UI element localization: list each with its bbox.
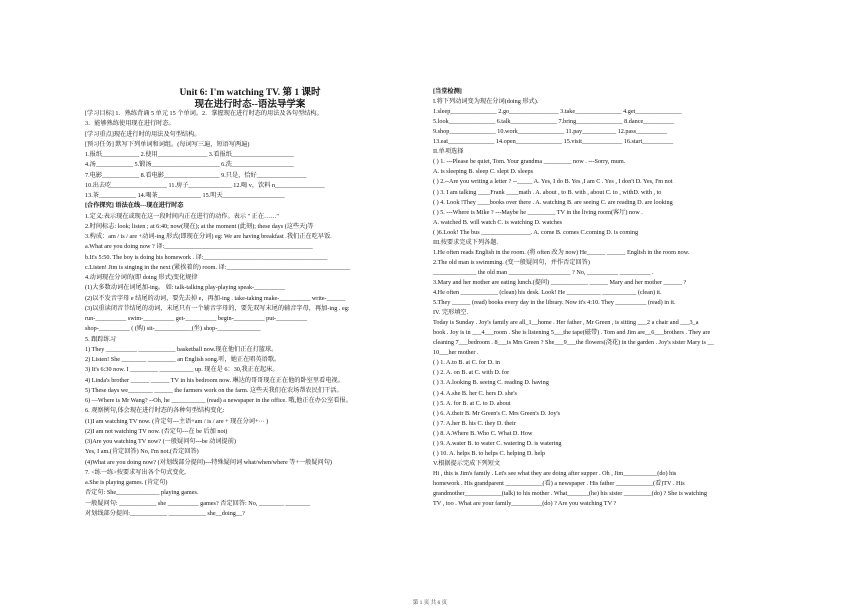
- left-text-line: (4)What are you doing now? (对划线部分提问)---特殊疑问词 what/when/where 等+一般疑问句): [85, 458, 332, 466]
- left-text-line: [合作探究] 语法在线---现在进行时态: [85, 202, 184, 210]
- left-text-line: (2)以不发音字母 e 结尾的动词，要先去掉 e，再加-ing . take-taking make-__________ write-______: [85, 294, 346, 302]
- left-text-line: 1) They __________ ____________ basketball now.现在他们正在打篮球。: [85, 345, 278, 353]
- right-text-line: ( ) 2.--Are you writing a letter ? --_____ A. Yes, I do B. Yes ,I am C . Yes , I don't D. Yes, I'm not: [433, 178, 673, 186]
- left-text-line: 13.茶____________ 14.喝茶______________ 15.明天____________________: [85, 192, 285, 199]
- right-text-line: grandmother____________(talk) to his mother . What_______(he) his sister _________(do) ? She is watching: [433, 490, 707, 497]
- left-text-line: 对划线部分提问:____________ ____________ she__doing__?: [85, 509, 245, 517]
- left-text-line: 4.动词现在分词的(即 doing 形式)变化规律: [85, 274, 198, 281]
- left-text-line: 10.出去吃__________________ 11.房子______________ 12.喝 v，饮料 n________________: [85, 181, 325, 189]
- right-text-line: ( ) 1. ---Please be quiet, Tom. Your grandma _________ now . ---Sorry, mum.: [433, 158, 626, 166]
- page-title: Unit 6: I'm watching TV. 第 1 课时: [179, 88, 321, 98]
- left-text-line: [预习任务] 默写下列单词和词组。(每词写三遍，短语写两遍): [85, 140, 250, 148]
- right-text-line: cleaning 7___bedroom . 8___is Mrs Green ? She___9___the flowers(浇花) in the garden . Joy's sister Mary is __: [433, 339, 714, 347]
- right-text-line: Hi , this is Jim's family . Let's see what they are doing after supper . Oh , Jim___________(do) his: [433, 469, 677, 477]
- right-text-line: 10___her mother .: [433, 349, 479, 357]
- left-text-line: 4.汤____________ 5.锻汤______________________ 6.洗____________________: [85, 161, 294, 169]
- left-text-line: 2.时间标志: look; listen ; at 6:40; now(现在); at the moment (此刻); these days (这些天)等: [85, 222, 314, 230]
- left-text-line: 6. 观察例句,体会现在进行时态的各种句型结构变化:: [85, 407, 225, 415]
- left-text-line: [学习重点]现在进行时的用法及句型结构。: [85, 130, 201, 138]
- right-text-line: III.按要求完成下列各题.: [433, 238, 498, 246]
- right-text-line: ______________ the old man ____________________ ? No, __________ __________ .: [433, 268, 654, 276]
- right-text-line: ( ) 6. A.their B. Mr Green's C. Mrs Green's D. Joy's: [433, 409, 561, 417]
- left-text-line: 7.电影____________ 8.看电影__________________ 9.只是，恰好________________: [85, 171, 307, 179]
- right-text-line: 9.shop_______________ 10.work_______________ 11.pay___________ 12.pass__________: [433, 128, 668, 136]
- left-text-line: 2) Listen! She ________ _________ an English song.听，她正在唱英语歌。: [85, 356, 281, 363]
- right-text-line: I.将下列动词变为现在分词(doing 形式).: [433, 98, 539, 106]
- left-text-line: 一般疑问句: ____________ she __________ games? 否定回答: No, ________ ________: [85, 499, 310, 507]
- left-text-line: 6) —Where is Mr Wang? --Oh, he ___________ (read) a newspaper in the office. 哦,他正在办公室看报。: [85, 397, 352, 404]
- right-text-line: [当堂检测]: [433, 88, 462, 95]
- right-text-line: ( ) 8. A.Where B. Who C. What D. How: [433, 429, 533, 437]
- right-text-line: A. is sleeping B. sleep C. slept D. sleeps: [433, 168, 534, 176]
- page-subtitle: 现在进行时态--语法导学案: [194, 100, 306, 110]
- left-text-line: Yes, I am.(肯定回答) No, I'm not.(否定回答): [85, 448, 199, 456]
- left-text-line: c.Listen! Jim is singing in the next (紧挨着的) room. 译:________________________________________: [85, 263, 351, 271]
- right-text-line: Today is Sunday . Joy's family are all_1__home . Her father , Mr Green , is sitting ___2 a chair and ___3_a: [433, 319, 699, 327]
- right-text-line: 13.eat_______________ 14.open_______________ 15.visit_____________ 16.start__________: [433, 138, 674, 146]
- left-text-line: (3)Are you watching TV now? (一般疑问句---be 动词提前): [85, 438, 236, 445]
- right-text-line: ( ) 9. A.water B. to water C. watering D. is watering: [433, 439, 562, 447]
- left-text-line: a.What are you doing now ? 译:________________________________________________: [85, 243, 313, 251]
- right-text-line: ( ) 2. A. on B. at C. with D. for: [433, 369, 510, 377]
- right-text-line: ( ) 4. Look !They ____books over there . A. watching B. are seeing C. are reading D. are looking: [433, 198, 673, 206]
- right-text-line: ( ) 10. A. helps B. to helps C. helping D. help: [433, 449, 546, 457]
- left-text-line: 5) These days we________ ______ the farmers work on the farm. 这些天我们在农场帮农民们干活。: [85, 386, 343, 394]
- right-text-line: ( )6.Look! The bus ________________. A. come B. comes C.coming D. is coming: [433, 228, 639, 236]
- right-text-line: II.单项选择: [433, 148, 464, 156]
- left-text-line: 5. 跟踪练习: [85, 335, 116, 343]
- page-footer: 第 1 页 共 6 页: [412, 600, 448, 606]
- right-text-line: homework . His grandparent ____________(看) a newspaper . His father ____________(看)TV . His: [433, 479, 685, 487]
- left-text-line: shop-__________ ( (购) sit-____________(坐) shop-______________: [85, 325, 261, 333]
- right-text-line: 5.They ______ (read) books every day in the library. Now it's 4:10. They __________ (read) in it.: [433, 299, 676, 307]
- right-text-line: IV. 完形填空.: [433, 309, 469, 317]
- left-text-line: run-__________ swim-__________ get-__________ begin-__________ put-__________: [85, 315, 308, 322]
- right-text-line: 4.He often ____________ (clean) his desk. Look! He ___________ ___________ (clean) it.: [433, 289, 662, 296]
- right-text-line: V.根据提示完成下列短文: [433, 459, 501, 467]
- right-text-line: ( ) 1. A.to B. at C. for D. in: [433, 359, 501, 367]
- left-text-line: 否定句: She______________ playing games.: [85, 489, 199, 497]
- right-text-line: 1.He often reads English in the room. (将 often 改为 now) He______ ______ English in the room now.: [433, 248, 690, 256]
- right-text-line: ( ) 7. A.her B. his C. they D. their: [433, 419, 516, 427]
- right-text-line: ( ) 3. I am talking ____Frank ____math . A. about , to B. with , about C. to , withD. with , to: [433, 188, 662, 196]
- right-text-line: ( ) 3. A.looking B. seeing C. reading D. having: [433, 379, 549, 387]
- left-text-line: 7. <练一练>按要求写出各个句式变化.: [85, 468, 187, 476]
- left-text-line: (1)大多数动词在词尾加-ing。 如: talk-talking play-playing speak-__________: [85, 284, 286, 292]
- left-text-line: b.It's 5:50. The boy is doing his homework . 译:________________________________________: [85, 253, 328, 261]
- right-text-line: 1.sleep_______________ 2.go________________ 3.take_______________ 4.get_______________: [433, 108, 682, 116]
- right-text-line: ( ) 5. A. for B. at C. to D. about: [433, 399, 511, 407]
- left-text-line: 3．能够熟练使用现在进行时态。: [85, 120, 175, 128]
- right-text-line: book . Joy is in ___4___room . She is listening 5___the tape(磁带) . Tom and Jim are__6___brothers . They are: [433, 329, 711, 337]
- right-text-line: 2.The old man is swimming. (变一般疑问句，并作否定回答): [433, 258, 590, 266]
- right-text-line: 3.Mary and her mother are eating lunch.(提问) ____________ ______ Mary and her mother ______ ?: [433, 278, 687, 286]
- right-text-line: ( ) 4. A.she B. her C. hers D. she's: [433, 389, 517, 397]
- left-text-line: a.She is playing games. (肯定句): [85, 479, 168, 486]
- right-text-line: ( ) 5. ---Where is Mike ? ---Maybe he _________ TV in the living room(客厅) now .: [433, 208, 643, 216]
- left-text-line: [学习目标] 1．熟练背诵 5 单元 15 个单词。2．掌握现在进行时态的用法及各句型结构。: [85, 110, 323, 117]
- left-text-line: (1)I am watching TV now. (肯定句---主语+am / is / are + 现在分词+··· ): [85, 417, 269, 425]
- left-text-line: 4) Linda's brother ______ ______ TV in his bedroom now. 琳达的哥哥现在正在他的卧室里看电视。: [85, 376, 344, 384]
- left-text-line: 3.构成：am / is / are +动词-ing 形式(即现在分词) eg: We are having breakfast .我们正在吃早饭.: [85, 233, 332, 240]
- left-text-line: 1.报纸____________ 2.使用________________ 3.看报纸____________________: [85, 151, 294, 158]
- left-text-line: 1.定义:表示现在或现在这一段时间内正在进行的动作。表示 " 正在……": [85, 212, 279, 220]
- left-text-line: (2)I am not watching TV now. (否定句---在 be 后加 not): [85, 427, 228, 435]
- left-text-line: (3)以重读闭音节结尾的动词，末尾只有一个辅音字母的，要先双写末尾的辅音字母，再加-ing . eg:: [85, 304, 350, 312]
- left-text-line: 3) It's 6:30 now. I _________ ___________ up. 现在是 6：30,我正在起床。: [85, 366, 279, 374]
- right-text-line: 5.look_______________ 6.talk_______________ 7.bring_______________ 8.dance__________: [433, 118, 675, 126]
- right-text-line: A. watched B. will watch C. is watching D. watches: [433, 218, 563, 226]
- right-text-line: TV , too . What are your family__________(do) ? Are you watching TV ?: [433, 500, 617, 508]
